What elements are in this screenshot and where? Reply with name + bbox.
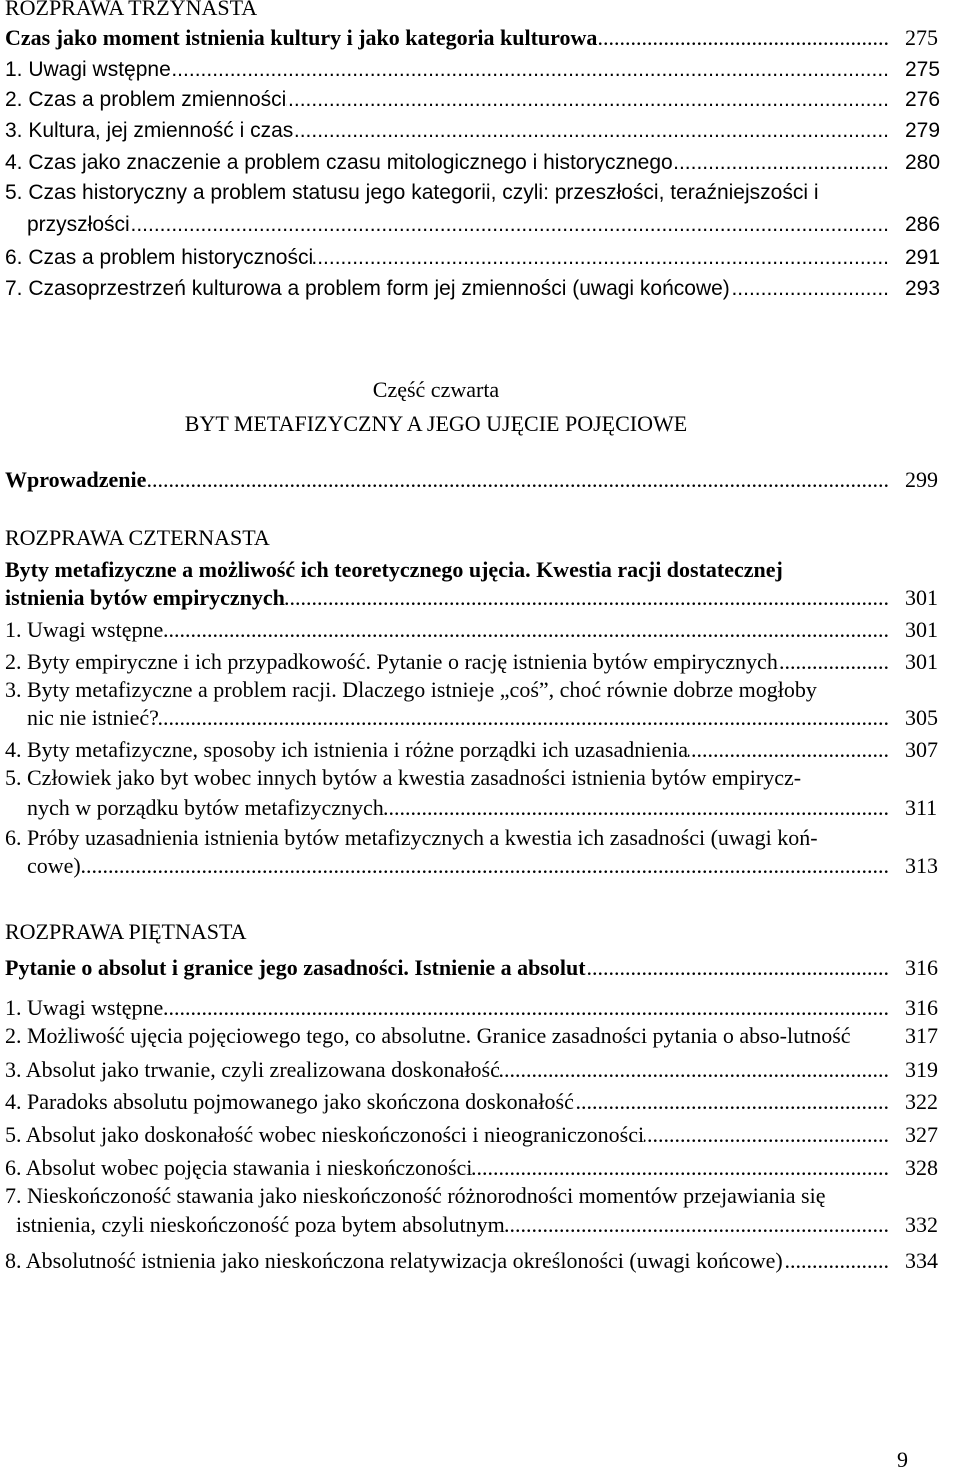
toc-entry-line xyxy=(16,1211,945,1239)
dot-leader xyxy=(783,1247,889,1275)
leader-spacer xyxy=(851,1022,889,1050)
toc-entry-title-continued: nych w porządku bytów metafizycznych xyxy=(27,795,384,820)
dot-leader xyxy=(673,149,889,177)
dot-leader xyxy=(81,852,889,880)
toc-page-number: 307 xyxy=(905,737,938,762)
toc-page-number: 316 xyxy=(905,955,938,980)
dot-leader xyxy=(171,56,889,84)
dot-leader xyxy=(286,86,889,114)
dot-leader xyxy=(730,275,889,303)
toc-entry xyxy=(5,1121,945,1149)
toc-page-number: 319 xyxy=(905,1057,938,1082)
chapter-title xyxy=(5,954,945,982)
chapter-title-text: Pytanie o absolut i granice jego zasadności. Istnienie a absolut xyxy=(5,955,586,980)
toc-entry-title: 1. Uwagi wstępne xyxy=(5,995,164,1020)
toc-entry xyxy=(5,1154,945,1182)
toc-entry-title: 6. Absolut wobec pojęcia stawania i nieskończoności xyxy=(5,1155,473,1180)
toc-page-number: 313 xyxy=(905,853,938,878)
toc-entry-line xyxy=(27,852,945,880)
toc-entry-line xyxy=(5,179,945,207)
toc-page-number: 275 xyxy=(905,25,938,50)
dot-leader xyxy=(644,1121,889,1149)
dot-leader xyxy=(586,954,889,982)
part-title: BYT METAFIZYCZNY A JEGO UJĘCIE POJĘCIOWE xyxy=(184,411,688,436)
toc-entry-line xyxy=(5,676,945,704)
toc-entry xyxy=(5,56,945,84)
toc-entry xyxy=(5,736,945,764)
toc-entry-title: 2. Byty empiryczne i ich przypadkowość. Pytanie o rację istnienia bytów empirycznych xyxy=(5,649,778,674)
toc-page-number: 299 xyxy=(905,467,938,492)
introduction-entry xyxy=(5,466,945,494)
toc-page-number: 316 xyxy=(905,995,938,1020)
toc-entry-title: 5. Absolut jako doskonałość wobec nieskończoności i nieograniczoności xyxy=(5,1122,645,1147)
dot-leader xyxy=(384,794,889,822)
section-heading: ROZPRAWA PIĘTNASTA xyxy=(5,919,247,944)
toc-entry-title: 3. Absolut jako trwanie, czyli zrealizowana doskonałość xyxy=(5,1057,500,1082)
toc-entry-line xyxy=(5,1182,945,1210)
toc-entry-title: 6. Próby uzasadnienia istnienia bytów metafizycznych a kwestia ich zasadności (uwagi koń- xyxy=(5,825,818,850)
toc-entry xyxy=(5,149,945,177)
chapter-title-text: Byty metafizyczne a możliwość ich teoretycznego ujęcia. Kwestia racji dostatecznej xyxy=(5,557,783,582)
toc-entry xyxy=(5,1088,945,1116)
toc-page-number: 301 xyxy=(905,617,938,642)
dot-leader xyxy=(159,704,889,732)
toc-entry-line xyxy=(5,824,945,852)
toc-entry-title: 2. Możliwość ujęcia pojęciowego tego, co absolutne. Granice zasadności pytania o abso-lutność xyxy=(5,1023,851,1048)
toc-entry xyxy=(5,616,945,644)
toc-page-number: 275 xyxy=(905,58,941,81)
toc-page-number: 280 xyxy=(905,151,941,174)
dot-leader xyxy=(472,1154,889,1182)
dot-leader xyxy=(597,24,889,52)
dot-leader xyxy=(505,1211,889,1239)
dot-leader xyxy=(130,211,889,239)
toc-entry xyxy=(5,1022,945,1050)
dot-leader xyxy=(574,1088,889,1116)
toc-entry-line xyxy=(27,211,945,239)
introduction-title: Wprowadzenie xyxy=(5,467,147,492)
toc-entry-title: 2. Czas a problem zmienności xyxy=(5,88,287,111)
toc-entry-title: 4. Byty metafizyczne, sposoby ich istnienia i różne porządki ich uzasadnienia xyxy=(5,737,688,762)
toc-entry xyxy=(5,244,945,272)
toc-entry-line xyxy=(27,794,945,822)
dot-leader xyxy=(500,1056,889,1084)
toc-entry xyxy=(5,994,945,1022)
toc-entry-title-continued: nic nie istnieć? xyxy=(27,705,159,730)
toc-page-number: 334 xyxy=(905,1248,938,1273)
toc-entry xyxy=(5,275,945,303)
dot-leader xyxy=(313,244,889,272)
toc-page-number: 322 xyxy=(905,1089,938,1114)
toc-page-number: 301 xyxy=(905,585,938,610)
toc-entry-title: 1. Uwagi wstępne xyxy=(5,617,164,642)
dot-leader xyxy=(285,584,889,612)
toc-entry-title: 4. Czas jako znaczenie a problem czasu mitologicznego i historycznego xyxy=(5,151,673,174)
toc-page-number: 327 xyxy=(905,1122,938,1147)
part-label: Część czwarta xyxy=(372,377,500,402)
toc-entry-title: 1. Uwagi wstępne xyxy=(5,58,171,81)
toc-page-number: 286 xyxy=(905,213,941,236)
toc-entry-title: 8. Absolutność istnienia jako nieskończona relatywizacja określoności (uwagi końcowe) xyxy=(5,1248,783,1273)
toc-entry-title: 3. Byty metafizyczne a problem racji. Dlaczego istnieje „coś”, choć równie dobrze mogłoby xyxy=(5,677,817,702)
dot-leader xyxy=(163,616,889,644)
toc-entry-title: 3. Kultura, jej zmienność i czas xyxy=(5,119,294,142)
toc-entry-title: 7. Nieskończoność stawania jako nieskończoność różnorodności momentów przejawiania się xyxy=(5,1183,826,1208)
toc-page-number: 279 xyxy=(905,119,941,142)
chapter-title-line xyxy=(5,584,945,612)
chapter-title-line xyxy=(5,556,945,584)
toc-entry-title: 5. Czas historyczny a problem statusu jego kategorii, czyli: przeszłości, teraźniejszości i xyxy=(5,181,819,204)
toc-entry-title-continued: istnienia, czyli nieskończoność poza bytem absolutnym xyxy=(16,1212,505,1237)
page-number: 9 xyxy=(897,1447,908,1472)
toc-entry xyxy=(5,86,945,114)
toc-page-number: 332 xyxy=(905,1212,938,1237)
toc-page-number: 301 xyxy=(905,649,938,674)
toc-entry-title: 4. Paradoks absolutu pojmowanego jako skończona doskonałość xyxy=(5,1089,574,1114)
toc-page-number: 293 xyxy=(905,277,941,300)
section-heading: ROZPRAWA CZTERNASTA xyxy=(5,525,270,550)
toc-page-number: 305 xyxy=(905,705,938,730)
toc-page-number: 276 xyxy=(905,88,941,111)
toc-page-number: 317 xyxy=(905,1023,938,1048)
toc-entry-title: 5. Człowiek jako byt wobec innych bytów a kwestia zasadności istnienia bytów empirycz- xyxy=(5,765,802,790)
toc-page-number: 328 xyxy=(905,1155,938,1180)
dot-leader xyxy=(778,648,889,676)
chapter-title-text-continued: istnienia bytów empirycznych xyxy=(5,585,285,610)
toc-entry-title: 6. Czas a problem historyczności xyxy=(5,246,314,269)
dot-leader xyxy=(146,466,889,494)
toc-entry-line xyxy=(5,764,945,792)
dot-leader xyxy=(163,994,889,1022)
toc-entry-line xyxy=(27,704,945,732)
dot-leader xyxy=(293,117,889,145)
toc-entry-title: 7. Czasoprzestrzeń kulturowa a problem form jej zmienności (uwagi końcowe) xyxy=(5,277,730,300)
dot-leader xyxy=(688,736,889,764)
section-heading: ROZPRAWA TRZYNASTA xyxy=(5,0,258,20)
toc-entry xyxy=(5,648,945,676)
toc-page-number: 311 xyxy=(905,795,938,820)
toc-entry xyxy=(5,1056,945,1084)
toc-entry-title-continued: cowe) xyxy=(27,853,81,878)
toc-entry xyxy=(5,1247,945,1275)
chapter-title-text: Czas jako moment istnienia kultury i jako kategoria kulturowa xyxy=(5,25,598,50)
toc-entry xyxy=(5,117,945,145)
toc-page-number: 291 xyxy=(905,246,941,269)
chapter-title xyxy=(5,24,945,52)
toc-entry-title-continued: przyszłości xyxy=(27,213,130,236)
